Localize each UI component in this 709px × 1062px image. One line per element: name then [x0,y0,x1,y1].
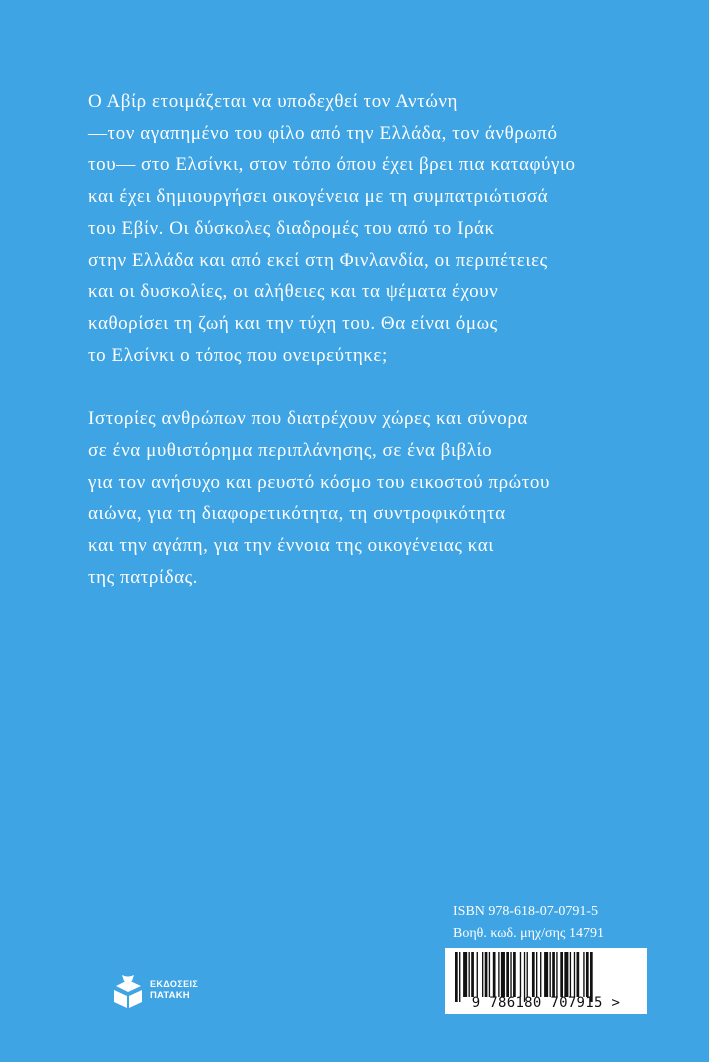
blurb-line: —τον αγαπημένο του φίλο από την Ελλάδα, τον άνθρωπό [88,122,558,144]
barcode-bar [471,952,474,997]
barcode-bar [501,952,505,997]
barcode-bar [520,952,521,997]
auxiliary-code: Βοηθ. κωδ. μηχ/σης 14791 [453,926,604,941]
barcode-digits: 9 786180 707915 > [471,995,621,1011]
barcode-bar [552,952,555,997]
back-cover-blurb [88,86,648,594]
blurb-line: και οι δυσκολίες, οι αλήθειες και τα ψέματα έχουν [88,281,499,303]
barcode-bar [469,952,470,997]
publisher-name-line-1: ΕΚΔΟΣΕΙΣ [150,979,199,989]
barcode-bar [498,952,499,997]
barcode-bar [574,952,575,997]
barcode-bar [477,952,478,997]
blurb-line: στην Ελλάδα και από εκεί στη Φινλανδία, οι περιπέτειες [88,249,548,271]
blurb-paragraph-1 [88,86,648,371]
blurb-line: σε ένα μυθιστόρημα περιπλάνησης, σε ένα βιβλίο [88,440,493,462]
barcode-bar [560,952,563,997]
barcode-bar [583,952,584,997]
barcode-bar [540,952,541,997]
publisher-logo [108,972,218,1012]
barcode-bar [532,952,535,997]
barcode-bar [536,952,537,997]
isbn-block [453,901,653,945]
barcode-bar [550,952,551,997]
barcode-bar [586,952,589,997]
isbn-number: ISBN 978-618-07-0791-5 [453,904,599,919]
barcode-bar [493,952,496,997]
blurb-line: Ο Αβίρ ετοιμάζεται να υποδεχθεί τον Αντώνη [88,91,459,112]
blurb-line: του— στο Ελσίνκι, στον τόπο όπου έχει βρει πια καταφύγιο [88,154,576,176]
barcode-bar [510,952,511,997]
barcode-bar [556,952,557,997]
blurb-paragraph-2 [88,403,648,593]
barcode-bar [577,952,580,997]
blurb-line: και την αγάπη, για την έννοια της οικογένειας και [88,535,494,557]
blurb-line: καθορίσει τη ζωή και την τύχη του. Θα είναι όμως [88,312,498,334]
blurb-line: για τον ανήσυχο και ρευστό κόσμο του εικοστού πρώτου [88,471,550,493]
barcode-bar [485,952,488,997]
barcode-bar [564,952,568,997]
blurb-line: το Ελσίνκι ο τόπος που ονειρεύτηκε; [88,344,388,366]
barcode-bar [544,952,548,997]
isbn-barcode [445,948,647,1014]
publisher-name-line-2: ΠΑΤΑΚΗ [150,990,190,1001]
blurb-line: του Εβίν. Οι δύσκολες διαδρομές του από το Ιράκ [88,217,495,239]
barcode-bar [506,952,509,997]
barcode-bar [570,952,571,997]
publisher-emblem-icon [108,972,146,1010]
barcode-bar [513,952,516,997]
barcode-bar [489,952,490,997]
barcode-bar [527,952,528,997]
blurb-line: και έχει δημιουργήσει οικογένεια με τη συμπατριώτισσά [88,186,549,208]
blurb-line: αιώνα, για τη διαφορετικότητα, τη συντροφικότητα [88,503,506,525]
barcode-bar [482,952,483,997]
barcode-bar [463,952,467,997]
blurb-line: Ιστορίες ανθρώπων που διατρέχουν χώρες και σύνορα [88,408,528,430]
blurb-line: της πατρίδας. [88,566,198,588]
